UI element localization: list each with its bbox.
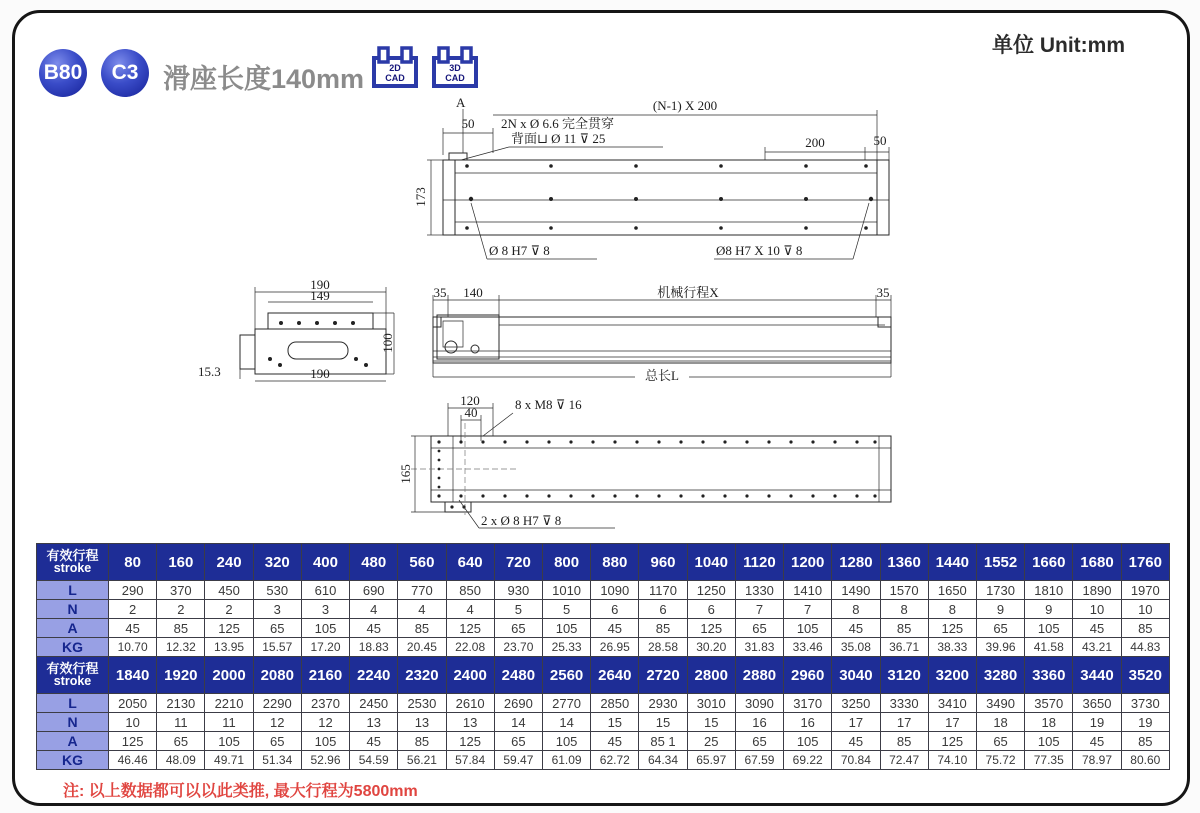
stroke-value-cell: 2720	[639, 657, 687, 694]
stroke-value-cell: 1120	[735, 544, 783, 581]
table-cell: 19	[1121, 713, 1169, 732]
table-cell: 1090	[591, 581, 639, 600]
table-cell: 105	[542, 619, 590, 638]
table-cell: 2930	[639, 694, 687, 713]
svg-text:149: 149	[310, 288, 330, 303]
table-cell: 6	[591, 600, 639, 619]
table-cell: 2	[109, 600, 157, 619]
stroke-value-cell: 480	[350, 544, 398, 581]
table-cell: 18.83	[350, 638, 398, 657]
table-cell: 59.47	[494, 751, 542, 770]
stroke-value-cell: 2880	[735, 657, 783, 694]
stroke-value-cell: 3440	[1073, 657, 1121, 694]
table-cell: 3650	[1073, 694, 1121, 713]
model-badge-c3: C3	[101, 49, 149, 97]
table-cell: 5	[494, 600, 542, 619]
table-cell: 9	[976, 600, 1024, 619]
table-cell: 13.95	[205, 638, 253, 657]
table-cell: 8	[928, 600, 976, 619]
svg-text:35: 35	[433, 285, 447, 300]
stroke-value-cell: 2400	[446, 657, 494, 694]
table-cell: 3570	[1025, 694, 1073, 713]
table-cell: 2770	[542, 694, 590, 713]
table-cell: 4	[398, 600, 446, 619]
table-cell: 1490	[832, 581, 880, 600]
stroke-value-cell: 2480	[494, 657, 542, 694]
table-cell: 2	[157, 600, 205, 619]
table-cell: 1170	[639, 581, 687, 600]
table-cell: 85	[639, 619, 687, 638]
table-cell: 1650	[928, 581, 976, 600]
table-cell: 13	[350, 713, 398, 732]
table-cell: 49.71	[205, 751, 253, 770]
table-cell: 3490	[976, 694, 1024, 713]
cad-2d-label: 2D	[389, 63, 401, 73]
stroke-value-cell: 160	[157, 544, 205, 581]
table-cell: 19	[1073, 713, 1121, 732]
table-cell: 57.84	[446, 751, 494, 770]
table-cell: 64.34	[639, 751, 687, 770]
table-cell: 125	[446, 619, 494, 638]
table-cell: 38.33	[928, 638, 976, 657]
stroke-value-cell: 960	[639, 544, 687, 581]
table-cell: 770	[398, 581, 446, 600]
table-cell: 75.72	[976, 751, 1024, 770]
table-cell: 62.72	[591, 751, 639, 770]
table-cell: 72.47	[880, 751, 928, 770]
table-cell: 10.70	[109, 638, 157, 657]
table-cell: 290	[109, 581, 157, 600]
table-cell: 28.58	[639, 638, 687, 657]
table-cell: 15	[687, 713, 735, 732]
stroke-value-cell: 80	[109, 544, 157, 581]
table-cell: 65	[157, 732, 205, 751]
svg-text:120: 120	[460, 393, 480, 408]
table-cell: 13	[398, 713, 446, 732]
table-cell: 125	[446, 732, 494, 751]
svg-text:背面⊔ Ø 11 ⊽ 25: 背面⊔ Ø 11 ⊽ 25	[511, 131, 606, 146]
table-cell: 12.32	[157, 638, 205, 657]
row-label-cell: L	[37, 694, 109, 713]
svg-text:200: 200	[805, 135, 825, 150]
table-cell: 105	[784, 619, 832, 638]
cad-2d-label2: CAD	[385, 73, 405, 83]
table-cell: 65	[735, 732, 783, 751]
table-cell: 1010	[542, 581, 590, 600]
stroke-value-cell: 3120	[880, 657, 928, 694]
svg-text:Ø8 H7 X 10 ⊽ 8: Ø8 H7 X 10 ⊽ 8	[716, 243, 803, 258]
svg-text:Ø 8 H7 ⊽ 8: Ø 8 H7 ⊽ 8	[489, 243, 550, 258]
table-cell: 65	[494, 732, 542, 751]
table-cell: 13	[446, 713, 494, 732]
stroke-value-cell: 1552	[976, 544, 1024, 581]
table-cell: 8	[832, 600, 880, 619]
table-cell: 65.97	[687, 751, 735, 770]
svg-text:总长L: 总长L	[645, 368, 679, 383]
table-cell: 105	[205, 732, 253, 751]
table-cell: 5	[542, 600, 590, 619]
row-label-cell: A	[37, 732, 109, 751]
table-cell: 1970	[1121, 581, 1169, 600]
table-cell: 2530	[398, 694, 446, 713]
table-cell: 7	[735, 600, 783, 619]
svg-text:2N x Ø 6.6 完全贯穿: 2N x Ø 6.6 完全贯穿	[501, 116, 615, 131]
table-cell: 15.57	[253, 638, 301, 657]
table-cell: 2450	[350, 694, 398, 713]
table-cell: 74.10	[928, 751, 976, 770]
table-cell: 105	[1025, 619, 1073, 638]
table-cell: 45	[591, 732, 639, 751]
footnote: 注: 以上数据都可以以此类推, 最大行程为5800mm	[63, 783, 418, 800]
stroke-value-cell: 2560	[542, 657, 590, 694]
stroke-value-cell: 2800	[687, 657, 735, 694]
stroke-value-cell: 1440	[928, 544, 976, 581]
table-cell: 45	[832, 732, 880, 751]
stroke-value-cell: 1280	[832, 544, 880, 581]
svg-text:140: 140	[463, 285, 483, 300]
table-cell: 45	[591, 619, 639, 638]
spec-tables	[36, 543, 1170, 770]
stroke-value-cell: 560	[398, 544, 446, 581]
table-cell: 6	[687, 600, 735, 619]
table-cell: 51.34	[253, 751, 301, 770]
stroke-value-cell: 3040	[832, 657, 880, 694]
table-cell: 4	[446, 600, 494, 619]
table-cell: 11	[157, 713, 205, 732]
section-view-drawing	[186, 279, 400, 387]
table-cell: 105	[542, 732, 590, 751]
table-cell: 9	[1025, 600, 1073, 619]
svg-text:165: 165	[398, 464, 413, 484]
table-cell: 65	[976, 732, 1024, 751]
table-cell: 1890	[1073, 581, 1121, 600]
table-cell: 1250	[687, 581, 735, 600]
table-cell: 30.20	[687, 638, 735, 657]
table-cell: 39.96	[976, 638, 1024, 657]
table-cell: 2850	[591, 694, 639, 713]
table-cell: 3330	[880, 694, 928, 713]
stroke-value-cell: 1760	[1121, 544, 1169, 581]
table-cell: 3	[253, 600, 301, 619]
cad-3d-download-icon[interactable]	[431, 46, 479, 90]
stroke-value-cell: 1660	[1025, 544, 1073, 581]
page-title: 滑座长度140mm	[163, 64, 365, 94]
row-label-cell: KG	[37, 751, 109, 770]
table-cell: 15	[591, 713, 639, 732]
table-cell: 3730	[1121, 694, 1169, 713]
stroke-value-cell: 1920	[157, 657, 205, 694]
row-label-cell: KG	[37, 638, 109, 657]
svg-text:100: 100	[380, 333, 395, 353]
table-cell: 85	[1121, 732, 1169, 751]
table-cell: 105	[784, 732, 832, 751]
table-cell: 85	[880, 619, 928, 638]
table-cell: 610	[301, 581, 349, 600]
stroke-value-cell: 640	[446, 544, 494, 581]
stroke-value-cell: 3200	[928, 657, 976, 694]
stroke-header-cell: 有效行程 stroke	[37, 657, 109, 694]
table-cell: 10	[109, 713, 157, 732]
stroke-header-cell: 有效行程 stroke	[37, 544, 109, 581]
table-cell: 105	[301, 619, 349, 638]
table-cell: 125	[928, 619, 976, 638]
table-cell: 12	[301, 713, 349, 732]
table-cell: 3250	[832, 694, 880, 713]
svg-text:机械行程X: 机械行程X	[657, 285, 719, 300]
table-cell: 85	[157, 619, 205, 638]
cad-3d-label: 3D	[449, 63, 461, 73]
top-view-drawing	[401, 95, 903, 271]
table-cell: 2290	[253, 694, 301, 713]
stroke-value-cell: 880	[591, 544, 639, 581]
table-cell: 16	[735, 713, 783, 732]
table-cell: 1330	[735, 581, 783, 600]
stroke-value-cell: 800	[542, 544, 590, 581]
spec-table-section2	[36, 656, 1170, 770]
table-cell: 85	[398, 732, 446, 751]
side-view-drawing	[423, 287, 898, 383]
table-cell: 41.58	[1025, 638, 1073, 657]
table-cell: 1810	[1025, 581, 1073, 600]
stroke-value-cell: 1360	[880, 544, 928, 581]
svg-text:A: A	[456, 95, 466, 110]
table-cell: 6	[639, 600, 687, 619]
table-cell: 45	[832, 619, 880, 638]
stroke-value-cell: 400	[301, 544, 349, 581]
svg-text:50: 50	[873, 133, 887, 148]
table-cell: 70.84	[832, 751, 880, 770]
table-cell: 65	[494, 619, 542, 638]
svg-text:173: 173	[413, 187, 428, 207]
stroke-value-cell: 3520	[1121, 657, 1169, 694]
table-cell: 105	[1025, 732, 1073, 751]
row-label-cell: L	[37, 581, 109, 600]
datasheet-card	[12, 10, 1190, 806]
table-cell: 17	[832, 713, 880, 732]
table-cell: 3170	[784, 694, 832, 713]
table-cell: 85	[880, 732, 928, 751]
table-cell: 8	[880, 600, 928, 619]
stroke-value-cell: 320	[253, 544, 301, 581]
stroke-value-cell: 2160	[301, 657, 349, 694]
table-cell: 80.60	[1121, 751, 1169, 770]
table-cell: 2370	[301, 694, 349, 713]
table-cell: 105	[301, 732, 349, 751]
table-cell: 12	[253, 713, 301, 732]
table-cell: 17	[880, 713, 928, 732]
table-cell: 36.71	[880, 638, 928, 657]
row-label-cell: N	[37, 600, 109, 619]
table-cell: 85 1	[639, 732, 687, 751]
table-cell: 450	[205, 581, 253, 600]
stroke-value-cell: 2640	[591, 657, 639, 694]
table-cell: 18	[1025, 713, 1073, 732]
table-cell: 48.09	[157, 751, 205, 770]
stroke-value-cell: 2000	[205, 657, 253, 694]
model-badge-b80: B80	[39, 49, 87, 97]
row-label-cell: A	[37, 619, 109, 638]
table-cell: 3410	[928, 694, 976, 713]
table-cell: 54.59	[350, 751, 398, 770]
table-cell: 23.70	[494, 638, 542, 657]
table-cell: 25	[687, 732, 735, 751]
svg-text:(N-1) X 200: (N-1) X 200	[652, 98, 718, 113]
svg-text:190: 190	[310, 277, 330, 292]
table-cell: 11	[205, 713, 253, 732]
stroke-value-cell: 3280	[976, 657, 1024, 694]
table-cell: 43.21	[1073, 638, 1121, 657]
table-cell: 930	[494, 581, 542, 600]
table-cell: 25.33	[542, 638, 590, 657]
table-cell: 2210	[205, 694, 253, 713]
stroke-value-cell: 3360	[1025, 657, 1073, 694]
table-cell: 78.97	[1073, 751, 1121, 770]
table-cell: 65	[735, 619, 783, 638]
svg-text:190: 190	[310, 366, 330, 381]
table-cell: 45	[350, 619, 398, 638]
spec-table-section1	[36, 543, 1170, 657]
table-cell: 56.21	[398, 751, 446, 770]
table-cell: 1730	[976, 581, 1024, 600]
stroke-value-cell: 2320	[398, 657, 446, 694]
table-cell: 2690	[494, 694, 542, 713]
table-cell: 52.96	[301, 751, 349, 770]
table-cell: 10	[1073, 600, 1121, 619]
stroke-value-cell: 1840	[109, 657, 157, 694]
table-cell: 45	[1073, 732, 1121, 751]
table-cell: 2	[205, 600, 253, 619]
svg-text:40: 40	[464, 405, 478, 420]
table-cell: 85	[398, 619, 446, 638]
stroke-value-cell: 1040	[687, 544, 735, 581]
unit-label: 单位 Unit:mm	[992, 34, 1125, 57]
table-cell: 2130	[157, 694, 205, 713]
table-cell: 1570	[880, 581, 928, 600]
bottom-view-drawing	[398, 393, 901, 535]
table-cell: 370	[157, 581, 205, 600]
table-cell: 69.22	[784, 751, 832, 770]
table-cell: 65	[253, 732, 301, 751]
table-cell: 16	[784, 713, 832, 732]
table-cell: 61.09	[542, 751, 590, 770]
svg-text:50: 50	[461, 116, 475, 131]
table-cell: 125	[109, 732, 157, 751]
table-cell: 690	[350, 581, 398, 600]
table-cell: 31.83	[735, 638, 783, 657]
table-cell: 22.08	[446, 638, 494, 657]
table-cell: 14	[542, 713, 590, 732]
cad-2d-download-icon[interactable]	[371, 46, 419, 90]
table-cell: 530	[253, 581, 301, 600]
table-cell: 3	[301, 600, 349, 619]
stroke-value-cell: 2240	[350, 657, 398, 694]
table-cell: 45	[109, 619, 157, 638]
table-cell: 45	[1073, 619, 1121, 638]
table-cell: 3090	[735, 694, 783, 713]
table-cell: 2050	[109, 694, 157, 713]
table-cell: 44.83	[1121, 638, 1169, 657]
row-label-cell: N	[37, 713, 109, 732]
table-cell: 67.59	[735, 751, 783, 770]
table-cell: 18	[976, 713, 1024, 732]
table-cell: 35.08	[832, 638, 880, 657]
table-cell: 1410	[784, 581, 832, 600]
table-cell: 45	[350, 732, 398, 751]
table-cell: 17	[928, 713, 976, 732]
stroke-value-cell: 1680	[1073, 544, 1121, 581]
table-cell: 15	[639, 713, 687, 732]
cad-3d-label2: CAD	[445, 73, 465, 83]
table-cell: 125	[928, 732, 976, 751]
table-cell: 4	[350, 600, 398, 619]
table-cell: 26.95	[591, 638, 639, 657]
table-cell: 33.46	[784, 638, 832, 657]
table-cell: 14	[494, 713, 542, 732]
table-cell: 46.46	[109, 751, 157, 770]
stroke-value-cell: 1200	[784, 544, 832, 581]
table-cell: 2610	[446, 694, 494, 713]
stroke-value-cell: 2960	[784, 657, 832, 694]
svg-text:15.3: 15.3	[198, 364, 221, 379]
table-cell: 77.35	[1025, 751, 1073, 770]
table-cell: 10	[1121, 600, 1169, 619]
table-cell: 3010	[687, 694, 735, 713]
stroke-value-cell: 240	[205, 544, 253, 581]
table-cell: 20.45	[398, 638, 446, 657]
svg-text:2 x Ø 8 H7 ⊽ 8: 2 x Ø 8 H7 ⊽ 8	[481, 513, 562, 528]
stroke-value-cell: 2080	[253, 657, 301, 694]
table-cell: 850	[446, 581, 494, 600]
table-cell: 85	[1121, 619, 1169, 638]
svg-text:8 x M8 ⊽ 16: 8 x M8 ⊽ 16	[515, 397, 582, 412]
table-cell: 125	[687, 619, 735, 638]
table-cell: 65	[976, 619, 1024, 638]
svg-text:35: 35	[876, 285, 890, 300]
table-cell: 125	[205, 619, 253, 638]
table-cell: 65	[253, 619, 301, 638]
stroke-value-cell: 720	[494, 544, 542, 581]
table-cell: 7	[784, 600, 832, 619]
table-cell: 17.20	[301, 638, 349, 657]
